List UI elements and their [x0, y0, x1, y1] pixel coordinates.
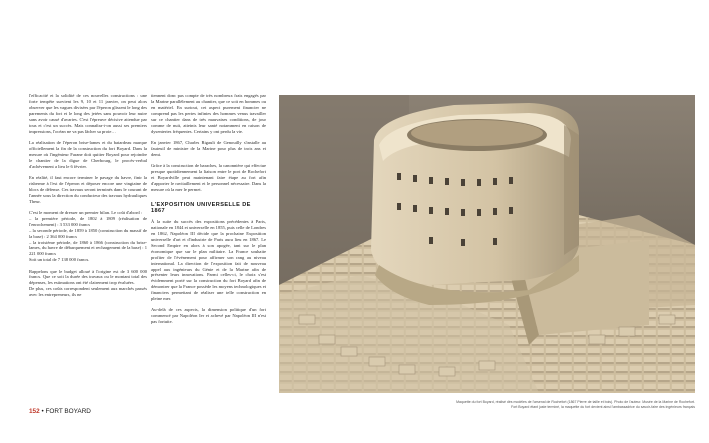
paragraph: C'est le moment de dresser un premier bilan. Le coût d'abord : – la première période, de 1802 à 1809 (réalisation de l'enrochement) : 3 533 000 francs – la seconde période, de 1859 à 1850 (construction du massif de la base) : 2 364 000 francs – la troisième période, de 1860 à 1866 (construction du brise-lames, du havre de débarquement et rechargement de la base) : 1 221 000 francs Soit un total de 7 138 000 francs.: [29, 209, 147, 263]
text-column-middle: [151, 93, 266, 198]
paragraph: La réalisation de l'éperon brise-lames et du batardeau marque officiellement la fin de la construction du fort Boyard. Dans la mesure où l'ingénieur Farane doit quitter Boyard pour rejoindre le chantier de la digue de Cherbourg, le procès-verbal d'achèvement a lieu le 6 février.: [29, 139, 147, 169]
paragraph: Grâce à la construction de baraches, la canonnière qui effectue presque quotidiennement la liaison entre le port de Rochefort et Boyardville peut maintenant faire étape au fort afin d'apporter le ravitaillement et le personnel nécessaire. Dans la mesure où la mer le permet.: [151, 162, 266, 192]
caption-line: Maquette du fort Boyard, réalisé dès modèles de l'arsenal de Rochefort (1867 Pierre de taille et bois). Photo de l'auteur. Musée de la Marine de Rochefort.: [456, 400, 695, 404]
fort-boyard-model-photo: [279, 95, 695, 393]
section-heading: L'EXPOSITION UNIVERSELLE DE 1867: [151, 202, 251, 214]
running-title: FORT BOYARD: [45, 408, 91, 415]
paragraph: À la suite du succès des expositions précédentes à Paris, nationale en 1844 et universelle en 1855, puis celle de Londres en 1862, Napoléon III décide que la prochaine Exposition universelle d'art et d'industrie de Paris aura lieu en 1867. Le Second Empire en alors à son apogée, tant sur le plan économique que sur le plan militaire. La France souhaite profiter de l'événement pour affirmer son rang au niveau international. La direction de l'exposition fait de nouveau appel aux ingénieurs du Génie et de la Marine afin de présenter leurs innovations. Parmi celles-ci, le choix s'est évidemment porté sur la construction du fort Boyard afin de démontrer que la France possède les moyens technologiques et financiers permettant de réaliser une telle construction en pleine mer.: [151, 218, 266, 302]
section-exposition: [151, 203, 266, 330]
page-folio: [29, 408, 91, 415]
paragraph: En réalité, il faut encore terminer le pavage du havre, finir la risberme à l'est de l'éperon et déposer encore une vingtaine de blocs de défense. Ces travaux seront terminés dans le courant de l'année sous la direction du conducteur des travaux hydrauliques Theur.: [29, 174, 147, 204]
paragraph: l'efficacité et la solidité de ces nouvelles constructions : une forte tempête survient les 9, 10 et 11 janvier, on peut alors observer que les vagues divisées par l'éperon glissent le long des parements du fort et le long des jetées sans pouvoir leur nuire sans avoir causé d'avaries. C'est l'épreuve décisive attendue par tous et c'est un succès. Mais connaîtra-t-on aussi ses premiers impressions, l'océan ne va pas lâcher sa proie…: [29, 93, 147, 134]
caption-line: Fort Boyard étant juste terminé, la maquette du fort devient ainsi l'ambassadrice du savoir-faire des ingénieurs français: [511, 405, 695, 410]
folio-separator: •: [39, 408, 46, 415]
paragraph: Au-delà de ces aspects, la dimension politique d'un fort commencé par Napoléon Ier et achevé par Napoléon III n'est pas fortuite.: [151, 307, 266, 325]
paragraph: Rappelons que le budget alloué à l'origine est de 3 600 000 francs. Que ce soit la durée des travaux ou le montant total des dépenses, les estimations ont été clairement trop évaluées. De plus, ces coûts correspondent seulement aux marchés passés avec les entrepreneurs, ils ne: [29, 268, 147, 298]
page-number: 152: [29, 408, 40, 415]
text-column-left: [29, 93, 147, 303]
fort-model-illustration: [279, 95, 695, 393]
paragraph: tiennent donc pas compte de très nombreux frais engagés par la Marine parallèlement au chantier, que ce soit en hommes ou en matériel. En surtout, cet aspect purement financier ne comprend pas les pertes infinies des hommes venus travailler sur ce chantier dans de très mauvaises conditions, de jour comme de nuit, atteints leur santé notamment en raison de dysenteries fréquentes. Certains y ont perdu la vie.: [151, 93, 266, 134]
paragraph: En janvier 1867, Charles Rigault de Genouilly s'installe au fauteuil de ministre de la Marine pour plus de trois ans et demi.: [151, 139, 266, 157]
photo-caption: [398, 400, 695, 410]
